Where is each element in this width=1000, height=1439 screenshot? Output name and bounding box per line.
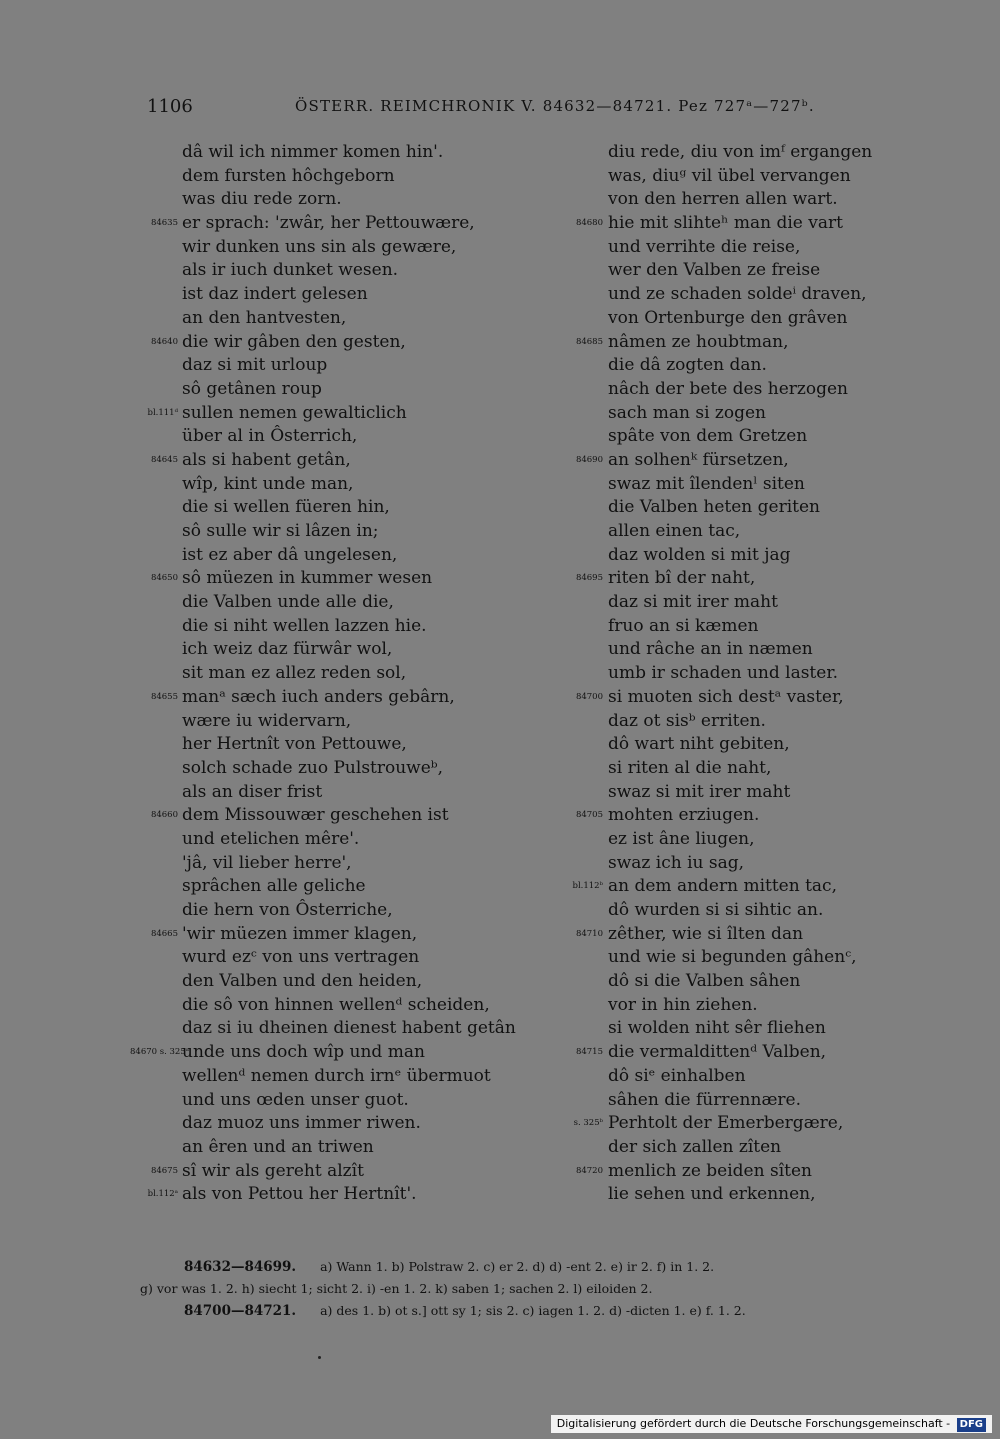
verse-text: an solhenᵏ fürsetzen, [608, 449, 789, 470]
verse-line [130, 615, 550, 639]
verse-text: sullen nemen gewalticlich [182, 402, 407, 423]
footnote-text: g) vor was 1. 2. h) siecht 1; sicht 2. i) -en 1. 2. k) saben 1; sachen 2. l) eiloiden 2. [140, 1281, 653, 1296]
verse-line [130, 591, 550, 615]
line-number: 84645 [150, 454, 178, 465]
line-number: 84705 [575, 810, 603, 821]
line-number: 84695 [575, 573, 603, 584]
verse-text: wîp, kint unde man, [182, 473, 354, 494]
verse-line [555, 804, 975, 828]
verse-line [555, 425, 975, 449]
verse-line [555, 354, 975, 378]
verse-line [555, 970, 975, 994]
line-number: 84660 [150, 810, 178, 821]
verse-line [130, 875, 550, 899]
verse-text: fruo an si kæmen [608, 615, 759, 636]
verse-line [130, 994, 550, 1018]
verse-text: daz si iu dheinen dienest habent getân [182, 1018, 516, 1039]
page-number: 1106 [147, 96, 193, 117]
verse-text: die dâ zogten dan. [608, 355, 767, 376]
verse-line [555, 259, 975, 283]
right-text-column [555, 141, 975, 1207]
verse-text: daz si mit urloup [182, 355, 328, 376]
verse-line [130, 1136, 550, 1160]
verse-line [555, 1136, 975, 1160]
verse-text: und ze schaden soldeⁱ draven, [608, 284, 867, 305]
line-number: 84665 [150, 928, 178, 939]
verse-line [130, 899, 550, 923]
verse-line [555, 188, 975, 212]
verse-text: von den herren allen wart. [608, 189, 838, 210]
verse-text: ich weiz daz fürwâr wol, [182, 639, 393, 660]
verse-line [555, 994, 975, 1018]
verse-text: von Ortenburge den grâven [608, 307, 848, 328]
verse-text: her Hertnît von Pettouwe, [182, 734, 407, 755]
verse-line [130, 1017, 550, 1041]
verse-text: die hern von Ôsterriche, [182, 900, 393, 920]
verse-text: Perhtolt der Emerbergære, [608, 1113, 844, 1134]
verse-line [555, 496, 975, 520]
credit-text: Digitalisierung gefördert durch die Deutsche Forschungsgemeinschaft - [556, 1417, 951, 1430]
verse-line [555, 544, 975, 568]
page-header [147, 96, 867, 120]
verse-line [130, 331, 550, 355]
verse-line [555, 141, 975, 165]
line-number: bl.112ᵃ [147, 1189, 178, 1200]
verse-text: mohten erziugen. [608, 805, 760, 826]
verse-line [555, 733, 975, 757]
verse-text: als an diser frist [182, 781, 323, 802]
verse-text: dô si die Valben sâhen [608, 971, 801, 992]
verse-line [130, 520, 550, 544]
footnotes [140, 1256, 970, 1322]
verse-line [555, 331, 975, 355]
line-number: 84670 s. 325ᵃ [130, 1047, 190, 1058]
verse-text: dem Missouwær geschehen ist [182, 805, 449, 826]
verse-text: allen einen tac, [608, 521, 741, 541]
verse-line [130, 212, 550, 236]
verse-line [555, 923, 975, 947]
verse-text: swaz mit îlendenˡ siten [608, 473, 805, 494]
verse-text: swaz si mit irer maht [608, 781, 791, 802]
footnote-line [140, 1278, 970, 1300]
verse-line [130, 188, 550, 212]
verse-text: daz si mit irer maht [608, 592, 778, 613]
verse-text: daz ot sisᵇ erriten. [608, 710, 766, 731]
verse-line [130, 165, 550, 189]
verse-text: die si wellen füeren hin, [182, 497, 390, 518]
line-number: 84680 [575, 218, 603, 229]
verse-line [555, 899, 975, 923]
verse-text: sprâchen alle geliche [182, 876, 366, 897]
verse-text: si muoten sich destᵃ vaster, [608, 686, 844, 707]
verse-text: er sprach: 'zwâr, her Pettouwære, [182, 213, 475, 234]
verse-text: die Valben unde alle die, [182, 592, 394, 613]
verse-text: hie mit slihteʰ man die vart [608, 213, 843, 234]
verse-line [555, 662, 975, 686]
verse-line [130, 354, 550, 378]
verse-line [130, 970, 550, 994]
verse-text: die vermaldittenᵈ Valben, [608, 1042, 827, 1063]
verse-line [555, 1183, 975, 1207]
verse-line [555, 710, 975, 734]
verse-text: als si habent getân, [182, 449, 351, 470]
verse-line [555, 875, 975, 899]
verse-line [130, 638, 550, 662]
verse-line [555, 781, 975, 805]
verse-text: den Valben und den heiden, [182, 971, 423, 992]
verse-line [130, 567, 550, 591]
verse-text: sach man si zogen [608, 402, 766, 423]
verse-line [555, 615, 975, 639]
verse-text: ez ist âne liugen, [608, 828, 755, 849]
verse-text: dâ wil ich nimmer komen hin'. [182, 142, 444, 162]
left-text-column [130, 141, 550, 1207]
verse-line [130, 804, 550, 828]
verse-line [130, 496, 550, 520]
line-number: 84685 [575, 336, 603, 347]
verse-line [555, 283, 975, 307]
verse-line [555, 1160, 975, 1184]
verse-text: was diu rede zorn. [182, 189, 342, 210]
footnote-range: 84632—84699. [184, 1259, 297, 1275]
verse-text: als von Pettou her Hertnît'. [182, 1184, 417, 1205]
verse-line [555, 402, 975, 426]
verse-text: nâch der bete des herzogen [608, 378, 848, 399]
verse-line [130, 402, 550, 426]
verse-line [130, 828, 550, 852]
line-number: 84690 [575, 454, 603, 465]
verse-line [130, 544, 550, 568]
verse-text: als ir iuch dunket wesen. [182, 260, 399, 281]
verse-text: 'wir müezen immer klagen, [182, 923, 418, 944]
verse-text: manᵃ sæch iuch anders gebârn, [182, 686, 455, 707]
verse-line [555, 1089, 975, 1113]
verse-line [555, 1112, 975, 1136]
verse-text: wellenᵈ nemen durch irnᵉ übermuot [182, 1065, 491, 1086]
verse-line [555, 828, 975, 852]
verse-text: riten bî der naht, [608, 568, 756, 589]
verse-line [130, 1183, 550, 1207]
verse-line [130, 307, 550, 331]
running-title: ÖSTERR. REIMCHRONIK V. 84632—84721. Pez 727ᵃ—727ᵇ. [295, 97, 815, 115]
verse-line [130, 710, 550, 734]
verse-text: daz muoz uns immer riwen. [182, 1113, 421, 1134]
verse-text: dem fursten hôchgeborn [182, 165, 395, 186]
verse-line [555, 520, 975, 544]
verse-text: wurd ezᶜ von uns vertragen [182, 947, 420, 968]
verse-line [555, 591, 975, 615]
verse-text: diu rede, diu von imᶠ ergangen [608, 142, 873, 162]
verse-text: zêther, wie si îlten dan [608, 923, 804, 944]
verse-text: nâmen ze houbtman, [608, 331, 789, 352]
line-number: 84715 [575, 1047, 603, 1058]
verse-line [130, 449, 550, 473]
verse-line [130, 1089, 550, 1113]
verse-text: die si niht wellen lazzen hie. [182, 615, 427, 636]
verse-text: menlich ze beiden sîten [608, 1160, 812, 1181]
verse-text: an êren und an triwen [182, 1136, 374, 1157]
verse-line [130, 686, 550, 710]
verse-text: dô wart niht gebiten, [608, 734, 790, 755]
verse-text: wir dunken uns sin als gewære, [182, 236, 457, 257]
verse-line [555, 307, 975, 331]
verse-line [130, 733, 550, 757]
verse-line [130, 259, 550, 283]
verse-line [555, 473, 975, 497]
verse-line [555, 852, 975, 876]
verse-line [130, 141, 550, 165]
verse-text: ist daz indert gelesen [182, 284, 368, 305]
verse-line [130, 757, 550, 781]
verse-text: sô getânen roup [182, 378, 322, 399]
verse-text: solch schade zuo Pulstrouweᵇ, [182, 757, 443, 778]
line-number: 84675 [150, 1165, 178, 1176]
verse-text: sô sulle wir si lâzen in; [182, 521, 379, 541]
verse-text: die Valben heten geriten [608, 497, 820, 518]
footnote-range: 84700—84721. [184, 1303, 297, 1319]
verse-text: ist ez aber dâ ungelesen, [182, 544, 398, 565]
verse-text: wære iu widervarn, [182, 710, 352, 731]
footnote-text: a) des 1. b) ot s.] ott sy 1; sis 2. c) iagen 1. 2. d) -dicten 1. e) f. 1. 2. [320, 1303, 746, 1318]
verse-text: und uns œden unser guot. [182, 1089, 409, 1110]
footnote-text: a) Wann 1. b) Polstraw 2. c) er 2. d) d) -ent 2. e) ir 2. f) in 1. 2. [320, 1259, 715, 1274]
verse-text: swaz ich iu sag, [608, 852, 745, 873]
verse-line [130, 473, 550, 497]
verse-line [555, 686, 975, 710]
verse-line [555, 1017, 975, 1041]
verse-text: dô siᵉ einhalben [608, 1065, 746, 1086]
verse-line [555, 567, 975, 591]
dfg-logo: DFG [957, 1418, 986, 1432]
verse-line [130, 378, 550, 402]
line-number: 84650 [150, 573, 178, 584]
verse-text: die sô von hinnen wellenᵈ scheiden, [182, 994, 490, 1015]
verse-text: sit man ez allez reden sol, [182, 663, 407, 684]
verse-line [130, 283, 550, 307]
verse-text: umb ir schaden und laster. [608, 663, 838, 684]
verse-text: an dem andern mitten tac, [608, 876, 837, 897]
verse-line [555, 449, 975, 473]
verse-line [130, 236, 550, 260]
verse-text: spâte von dem Gretzen [608, 426, 808, 447]
verse-line [130, 1065, 550, 1089]
verse-line [130, 946, 550, 970]
line-number: 84700 [575, 691, 603, 702]
verse-line [130, 1041, 550, 1065]
verse-line [555, 212, 975, 236]
verse-text: daz wolden si mit jag [608, 544, 791, 565]
line-number: 84710 [575, 928, 603, 939]
line-number: bl.112ᵇ [572, 881, 603, 892]
verse-line [130, 425, 550, 449]
verse-line [555, 757, 975, 781]
footnote-line [140, 1256, 970, 1278]
verse-text: an den hantvesten, [182, 307, 347, 328]
verse-line [130, 1112, 550, 1136]
scan-speck [318, 1356, 321, 1359]
verse-line [555, 1065, 975, 1089]
verse-text: unde uns doch wîp und man [182, 1042, 425, 1063]
line-number: 84635 [150, 218, 178, 229]
verse-text: was, diuᵍ vil übel vervangen [608, 165, 851, 186]
line-number: 84720 [575, 1165, 603, 1176]
verse-text: vor in hin ziehen. [608, 994, 758, 1015]
verse-text: und wie si begunden gâhenᶜ, [608, 947, 857, 968]
verse-line [555, 236, 975, 260]
verse-text: 'jâ, vil lieber herre', [182, 852, 352, 873]
verse-text: dô wurden si si sihtic an. [608, 900, 824, 920]
verse-text: lie sehen und erkennen, [608, 1184, 816, 1205]
verse-line [555, 946, 975, 970]
verse-text: si wolden niht sêr fliehen [608, 1018, 826, 1039]
verse-text: die wir gâben den gesten, [182, 331, 406, 352]
line-number: s. 325ᵇ [573, 1118, 603, 1129]
verse-text: wer den Valben ze freise [608, 260, 821, 281]
verse-text: si riten al die naht, [608, 757, 772, 778]
verse-line [130, 662, 550, 686]
verse-line [555, 165, 975, 189]
line-number: 84655 [150, 691, 178, 702]
verse-text: und râche an in næmen [608, 639, 813, 660]
footnote-line [140, 1300, 970, 1322]
verse-text: sô müezen in kummer wesen [182, 568, 433, 589]
verse-line [555, 1041, 975, 1065]
verse-text: sî wir als gereht alzît [182, 1160, 364, 1181]
verse-line [130, 781, 550, 805]
verse-text: und etelichen mêre'. [182, 828, 360, 849]
verse-text: und verrihte die reise, [608, 236, 801, 257]
verse-text: sâhen die fürrennære. [608, 1089, 802, 1110]
verse-line [130, 923, 550, 947]
digitization-credit [551, 1415, 992, 1433]
line-number: 84640 [150, 336, 178, 347]
verse-text: über al in Ôsterrich, [182, 426, 358, 447]
verse-line [130, 1160, 550, 1184]
verse-line [130, 852, 550, 876]
verse-line [555, 638, 975, 662]
verse-text: der sich zallen zîten [608, 1136, 782, 1157]
line-number: bl.111ᵈ [147, 407, 178, 418]
verse-line [555, 378, 975, 402]
